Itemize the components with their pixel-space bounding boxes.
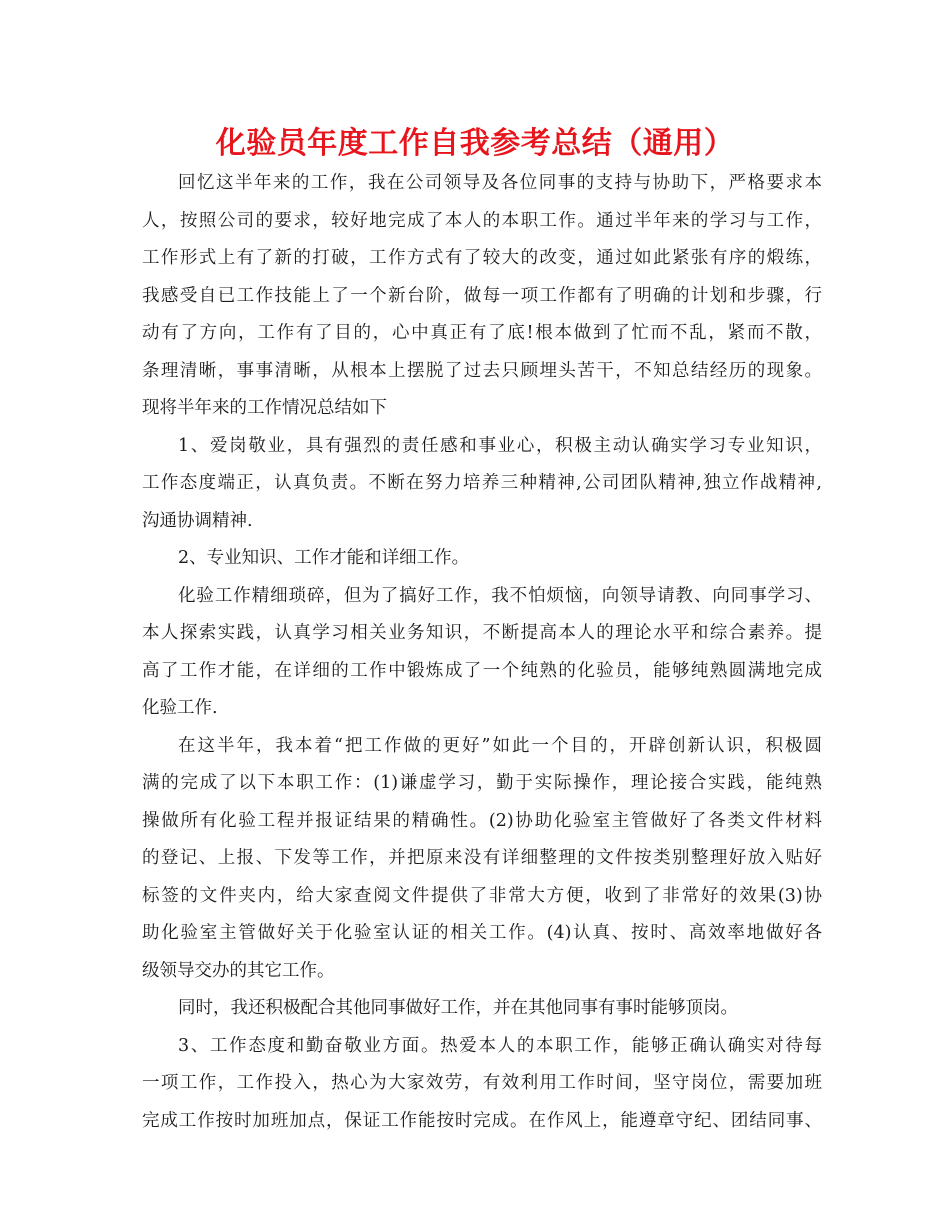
text-line: 现将半年来的工作情况总结如下 — [142, 398, 387, 418]
text-line: 在这半年，我本着“把工作做的更好”如此一个目的，开辟创新认识，积极圆 — [178, 735, 822, 756]
text-line: 工作形式上有了新的打破，工作方式有了较大的改变，通过如此紧张有序的煅练， — [142, 248, 822, 268]
text-line: 助化验室主管做好关于化验室认证的相关工作。(4)认真、按时、高效率地做好各 — [142, 923, 822, 943]
text-line: 回忆这半年来的工作，我在公司领导及各位同事的支持与协助下，严格要求本 — [178, 173, 822, 193]
text-line: 我感受自已工作技能上了一个新台阶，做每一项工作都有了明确的计划和步骤，行 — [142, 285, 822, 306]
text-line: 沟通协调精神. — [142, 510, 253, 531]
document-body — [142, 165, 822, 1140]
text-line: 2、专业知识、工作才能和详细工作。 — [178, 548, 470, 568]
text-line: 操做所有化验工程并报证结果的精确性。(2)协助化验室主管做好了各类文件材料 — [142, 810, 822, 831]
text-line: 条理清晰，事事清晰，从根本上摆脱了过去只顾埋头苦干，不知总结经历的现象。 — [142, 360, 822, 381]
text-line: 化验工作精细琐碎，但为了搞好工作，我不怕烦恼，向领导请教、向同事学习、 — [178, 585, 822, 606]
text-line: 满的完成了以下本职工作：(1)谦虚学习，勤于实际操作，理论接合实践，能纯熟 — [142, 773, 822, 793]
text-line: 完成工作按时加班加点，保证工作能按时完成。在作风上，能遵章守纪、团结同事、 — [142, 1110, 822, 1131]
paragraph — [142, 165, 822, 428]
text-line: 本人探索实践，认真学习相关业务知识，不断提高本人的理论水平和综合素养。提 — [142, 623, 822, 643]
document-title: 化验员年度工作自我参考总结（通用） — [215, 126, 735, 161]
text-line: 3、工作态度和勤奋敬业方面。热爱本人的本职工作，能够正确认确实对待每 — [178, 1035, 822, 1056]
text-line: 化验工作. — [142, 698, 218, 718]
paragraph — [142, 990, 822, 1028]
text-line: 工作态度端正，认真负责。不断在努力培养三种精神,公司团队精神,独立作战精神, — [142, 473, 822, 493]
text-line: 1、爱岗敬业，具有强烈的责任感和事业心，积极主动认确实学习专业知识， — [178, 435, 822, 456]
text-line: 人，按照公司的要求，较好地完成了本人的本职工作。通过半年来的学习与工作， — [142, 210, 822, 231]
text-line: 的登记、上报、下发等工作，并把原来没有详细整理的文件按类别整理好放入贴好 — [142, 848, 822, 868]
text-line: 一项工作，工作投入，热心为大家效劳，有效利用工作时间，坚守岗位，需要加班 — [142, 1073, 822, 1093]
paragraph — [142, 578, 822, 728]
paragraph — [142, 1028, 822, 1141]
text-line: 动有了方向，工作有了目的，心中真正有了底!根本做到了忙而不乱，紧而不散， — [142, 323, 822, 343]
text-line: 同时，我还积极配合其他同事做好工作，并在其他同事有事时能够顶岗。 — [178, 998, 738, 1018]
text-line: 级领导交办的其它工作。 — [142, 960, 335, 981]
paragraph — [142, 540, 822, 578]
text-line: 标签的文件夹内，给大家查阅文件提供了非常大方便，收到了非常好的效果(3)协 — [142, 885, 822, 906]
paragraph — [142, 728, 822, 991]
paragraph — [142, 428, 822, 541]
text-line: 高了工作才能，在详细的工作中锻炼成了一个纯熟的化验员，能够纯熟圆满地完成 — [142, 660, 822, 681]
